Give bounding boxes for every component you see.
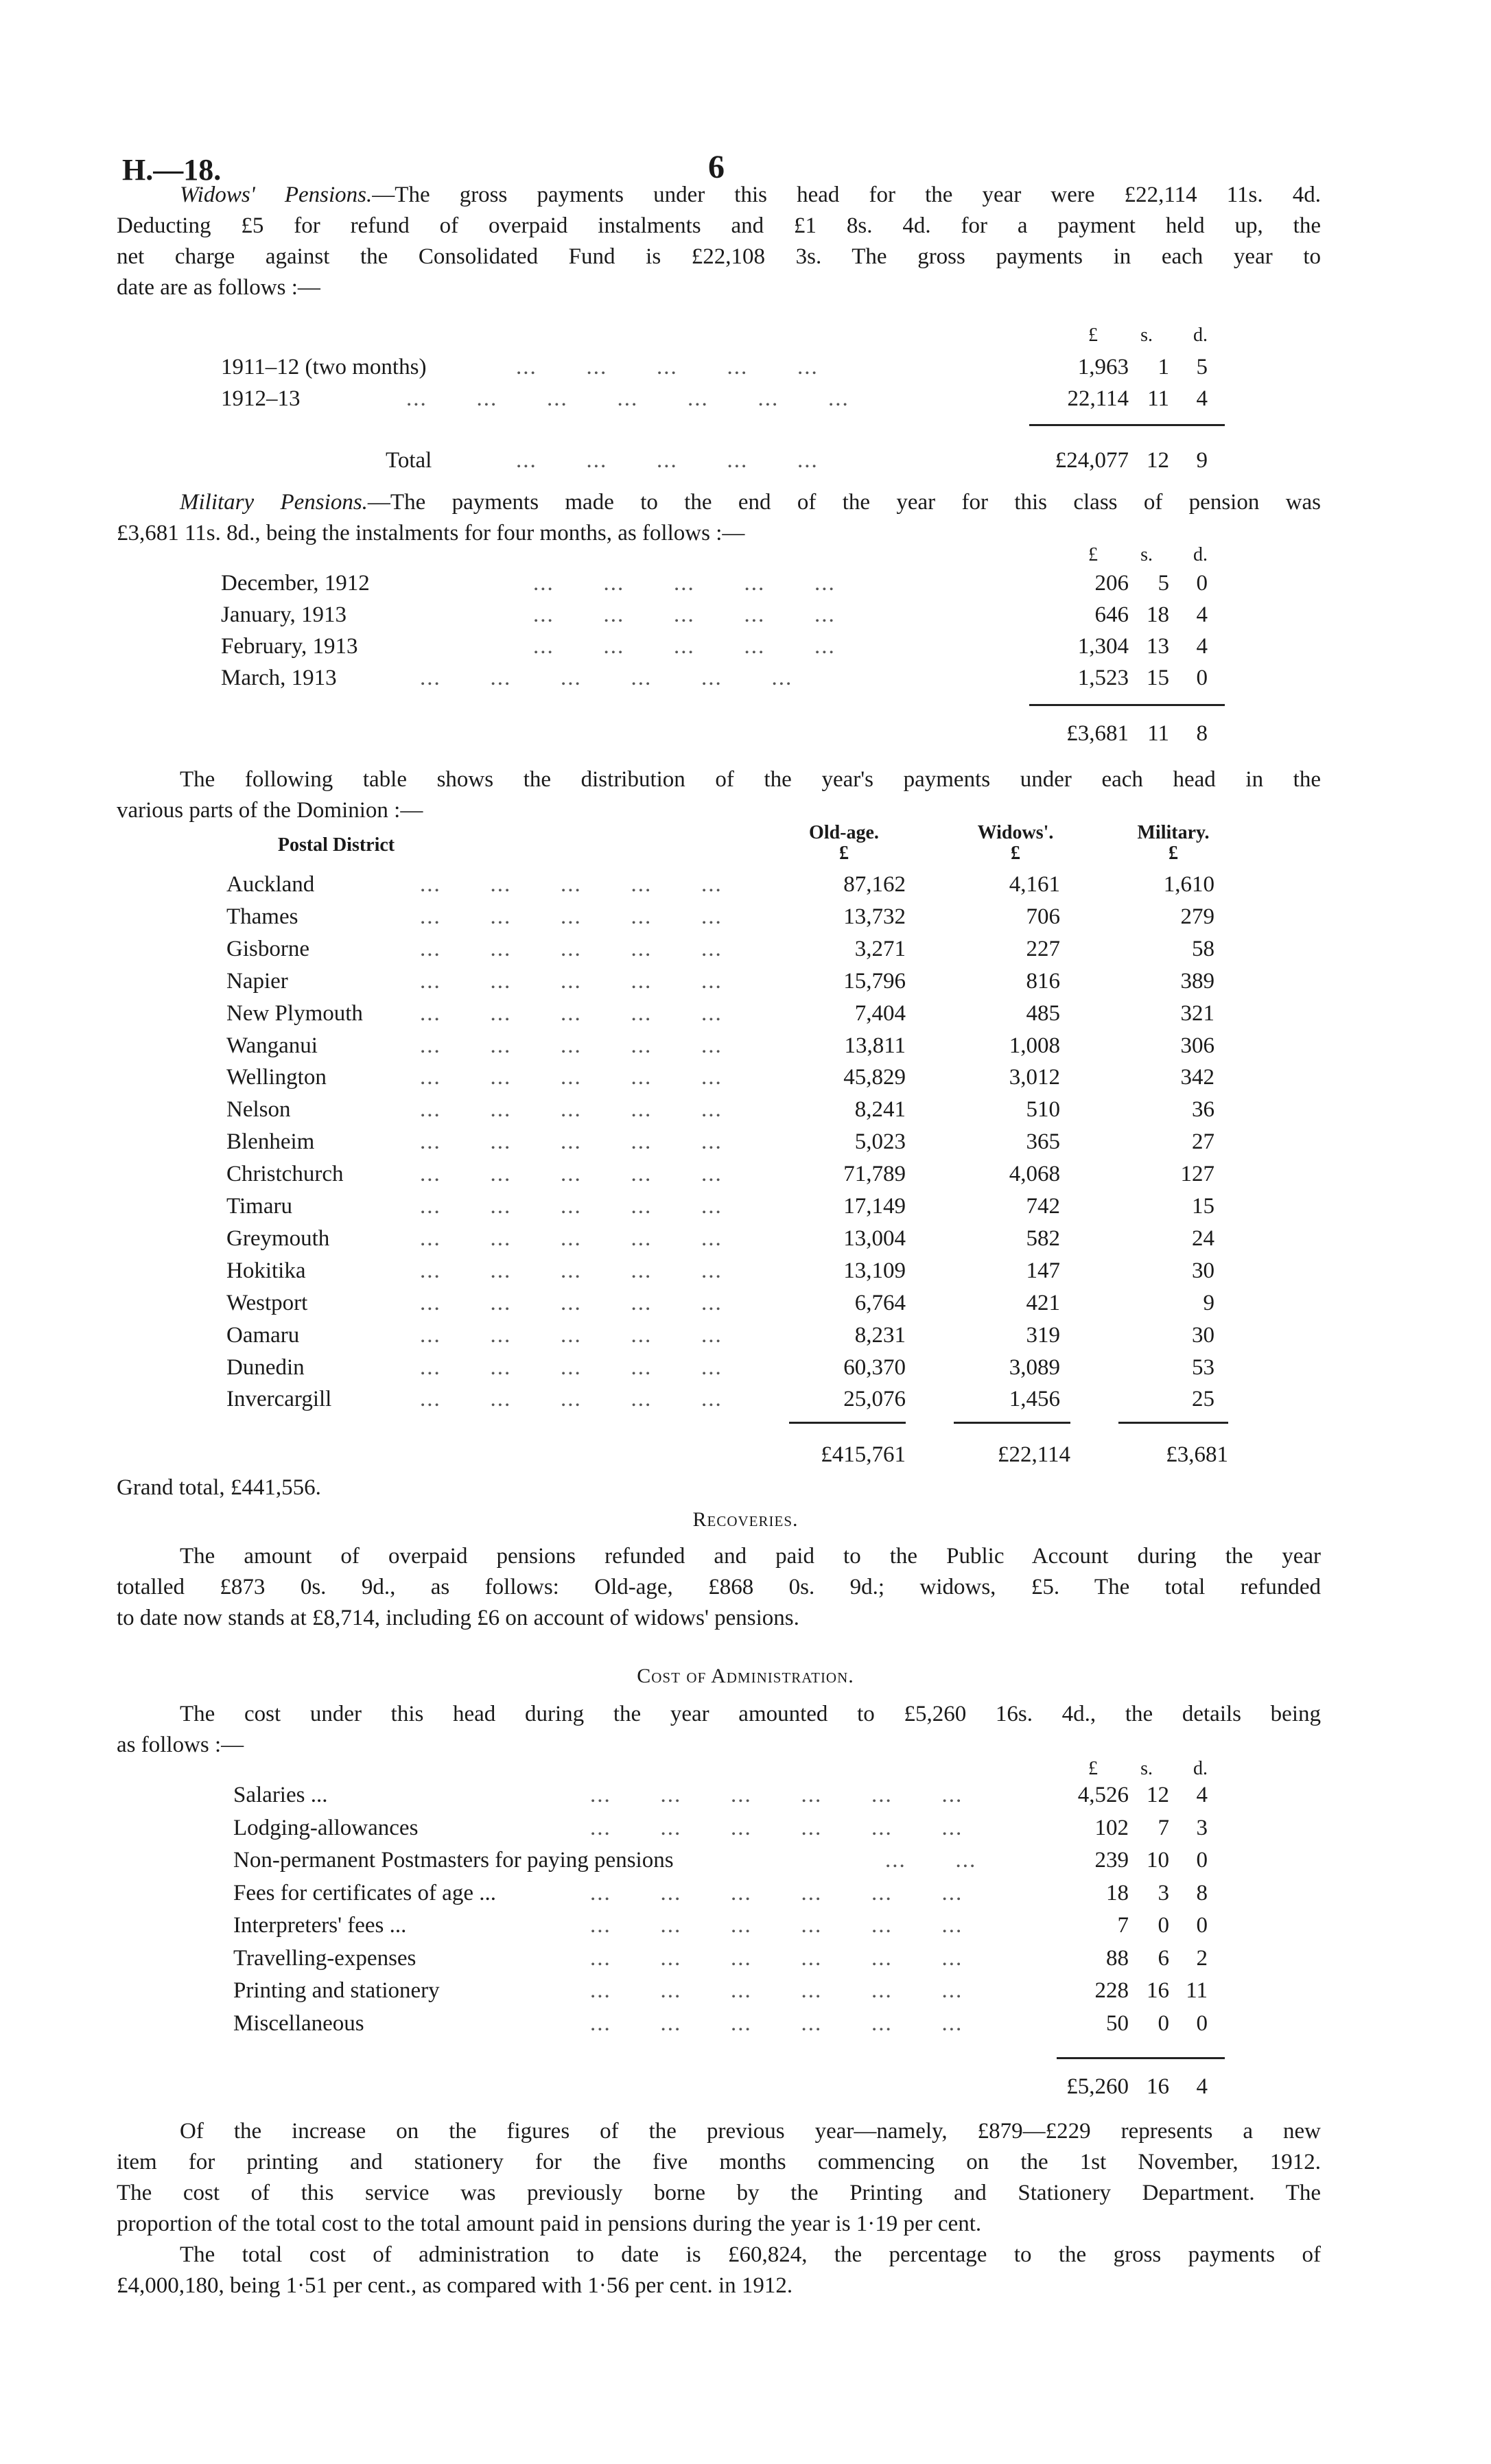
military-row: December, 1912 ... ... ... ... ... 206 5 0 xyxy=(221,571,1208,596)
widows-value: 706 xyxy=(1026,904,1060,929)
widows-value: 4,068 xyxy=(1009,1162,1060,1187)
widows-value: 485 xyxy=(1026,1000,1060,1026)
expense-shillings: 0 xyxy=(1158,2010,1169,2036)
military-line-2: £3,681 11s. 8d., being the instalments for four months, as follows :— xyxy=(117,521,745,545)
district-row: Blenheim ... ... ... ... ... 5,023 365 27 xyxy=(0,1126,1491,1158)
widows-value: 816 xyxy=(1026,968,1060,994)
old-age-unit: £ xyxy=(839,843,849,864)
military-value: 321 xyxy=(1180,1000,1214,1026)
expense-shillings: 7 xyxy=(1158,1815,1169,1840)
old-age-total-rule xyxy=(789,1422,906,1424)
distribution-totals-row: £415,761 £22,114 £3,681 xyxy=(821,1442,1228,1467)
closing-line-6: £4,000,180, being 1·51 per cent., as compared with 1·56 per cent. in 1912. xyxy=(117,2273,793,2298)
expense-pence: 3 xyxy=(1196,1815,1208,1840)
old-age-value: 13,732 xyxy=(843,904,906,929)
district-name: Timaru xyxy=(226,1194,292,1219)
widows-value: 510 xyxy=(1026,1097,1060,1123)
district-name: Wellington xyxy=(226,1065,327,1090)
expense-label: Salaries ... xyxy=(233,1783,328,1807)
widows-value: 742 xyxy=(1026,1194,1060,1219)
district-row: Invercargill ... ... ... ... ... 25,076 1,456 25 xyxy=(0,1383,1491,1415)
military-value: 306 xyxy=(1180,1033,1214,1058)
widows-value: 227 xyxy=(1026,936,1060,961)
widows-total-rule xyxy=(1029,424,1225,426)
military-value: 24 xyxy=(1192,1225,1214,1251)
expense-pounds: 7 xyxy=(1117,1913,1129,1938)
expense-pence: 4 xyxy=(1196,1783,1208,1807)
expense-shillings: 3 xyxy=(1158,1880,1169,1905)
district-row: Westport ... ... ... ... ... 6,764 421 9 xyxy=(0,1287,1491,1319)
grand-total: Grand total, £441,556. xyxy=(117,1475,321,1500)
district-row: Nelson ... ... ... ... ... 8,241 510 36 xyxy=(0,1094,1491,1125)
old-age-value: 6,764 xyxy=(854,1290,906,1315)
military-line-1: Military Pensions.—The payments made to the end of the year for this class of pension was xyxy=(180,490,1322,515)
widows-value: 3,012 xyxy=(1009,1065,1060,1090)
district-row: Thames ... ... ... ... ... 13,732 706 279 xyxy=(0,901,1491,932)
expense-row: Printing and stationery ... ... ... ... ... ... 228 16 11 xyxy=(233,1975,1263,2006)
expense-pence: 0 xyxy=(1196,1848,1208,1873)
widows-value: 3,089 xyxy=(1009,1354,1060,1380)
recoveries-line-1: The amount of overpaid pensions refunded and paid to the Public Account during the year xyxy=(180,1544,1321,1569)
military-total-row: £3,681 11 8 xyxy=(1066,721,1208,746)
district-row: Wellington ... ... ... ... ... 45,829 3,012 342 xyxy=(0,1061,1491,1093)
widows-value: 1,008 xyxy=(1009,1033,1060,1058)
expense-pounds: 88 xyxy=(1106,1945,1129,1971)
expense-pence: 11 xyxy=(1186,1978,1208,2003)
old-age-value: 25,076 xyxy=(843,1387,906,1412)
administration-line-1: The cost under this head during the year amounted to £5,260 16s. 4d., the details being xyxy=(180,1702,1321,1726)
military-value: 1,610 xyxy=(1163,872,1214,897)
old-age-value: 8,241 xyxy=(854,1097,906,1123)
district-name: Dunedin xyxy=(226,1354,305,1380)
expense-label: Travelling-expenses xyxy=(233,1945,416,1971)
military-value: 127 xyxy=(1180,1162,1214,1187)
expense-shillings: 10 xyxy=(1147,1848,1169,1873)
district-name: Blenheim xyxy=(226,1129,315,1155)
recoveries-line-3: to date now stands at £8,714, including £6 on account of widows' pensions. xyxy=(117,1606,799,1630)
expense-row: Non-permanent Postmasters for paying pensions ... ... 239 10 0 xyxy=(233,1844,1263,1876)
widows-total-row: Total ... ... ... ... ... £24,077 12 9 xyxy=(386,448,1208,473)
expense-label: Non-permanent Postmasters for paying pensions xyxy=(233,1848,674,1873)
distribution-paragraph xyxy=(117,764,1321,826)
military-total-rule xyxy=(1029,704,1225,706)
district-name: Oamaru xyxy=(226,1322,300,1348)
old-age-value: 71,789 xyxy=(843,1162,906,1187)
administration-total-row: £5,260 16 4 xyxy=(1066,2074,1208,2099)
administration-title: Cost of Administration. xyxy=(637,1665,854,1687)
expense-pence: 2 xyxy=(1196,1945,1208,1971)
expense-pounds: 239 xyxy=(1094,1848,1129,1873)
expense-row: Miscellaneous ... ... ... ... ... ... 50 0 0 xyxy=(233,2008,1263,2039)
military-unit: £ xyxy=(1169,843,1178,864)
administration-currency-header: £ s. d. xyxy=(1088,1758,1208,1779)
expense-row: Travelling-expenses ... ... ... ... ... ... 88 6 2 xyxy=(233,1943,1263,1974)
district-name: Westport xyxy=(226,1290,308,1315)
expense-pence: 8 xyxy=(1196,1880,1208,1905)
closing-line-5: The total cost of administration to date is £60,824, the percentage to the gross payments of xyxy=(180,2242,1321,2267)
district-name: Napier xyxy=(226,968,288,994)
military-value: 389 xyxy=(1180,968,1214,994)
expense-label: Interpreters' fees ... xyxy=(233,1913,407,1938)
old-age-value: 8,231 xyxy=(854,1322,906,1348)
district-row: Hokitika ... ... ... ... ... 13,109 147 30 xyxy=(0,1255,1491,1287)
expense-pounds: 50 xyxy=(1106,2010,1129,2036)
expense-pence: 0 xyxy=(1196,2010,1208,2036)
closing-line-2: item for printing and stationery for the five months commencing on the 1st November, 1912. xyxy=(117,2150,1321,2174)
recoveries-line-2: totalled £873 0s. 9d., as follows: Old-age, £868 0s. 9d.; widows, £5. The total refunded xyxy=(117,1575,1321,1599)
widows-total-rule-dist xyxy=(954,1422,1070,1424)
recoveries-title: Recoveries. xyxy=(692,1508,799,1531)
old-age-column-header: Old-age. xyxy=(809,822,879,843)
old-age-value: 15,796 xyxy=(843,968,906,994)
expense-shillings: 12 xyxy=(1147,1783,1169,1807)
district-name: Greymouth xyxy=(226,1225,330,1251)
widows-value: 582 xyxy=(1026,1225,1060,1251)
widows-value: 319 xyxy=(1026,1322,1060,1348)
military-currency-header: £ s. d. xyxy=(1088,544,1208,565)
district-name: Invercargill xyxy=(226,1387,332,1412)
military-row: March, 1913 ... ... ... ... ... ... 1,523 15 0 xyxy=(221,666,1208,690)
page-number: 6 xyxy=(708,149,725,185)
expense-pounds: 4,526 xyxy=(1077,1783,1129,1807)
district-column-header: Postal District xyxy=(277,834,395,856)
military-heading: Military Pensions. xyxy=(180,490,368,515)
distribution-line-1: The following table shows the distribution of the year's payments under each head in the xyxy=(180,767,1321,792)
expense-row: Lodging-allowances ... ... ... ... ... ... 102 7 3 xyxy=(233,1812,1263,1844)
district-name: Wanganui xyxy=(226,1033,318,1058)
district-row: Christchurch ... ... ... ... ... 71,789 4,068 127 xyxy=(0,1158,1491,1190)
military-value: 36 xyxy=(1192,1097,1214,1123)
district-row: Gisborne ... ... ... ... ... 3,271 227 58 xyxy=(0,933,1491,965)
expense-row: Salaries ... ... ... ... ... ... ... 4,526 12 4 xyxy=(233,1779,1263,1811)
military-value: 279 xyxy=(1180,904,1214,929)
expense-row: Fees for certificates of age ... ... ... ... ... ... ... 18 3 8 xyxy=(233,1877,1263,1909)
widows-line-4: date are as follows :— xyxy=(117,275,320,300)
widows-row: 1912–13 ... ... ... ... ... ... ... 22,114 11 4 xyxy=(221,386,1208,411)
military-value: 9 xyxy=(1203,1290,1214,1315)
district-name: Hokitika xyxy=(226,1258,306,1283)
administration-line-2: as follows :— xyxy=(117,1733,244,1757)
military-value: 30 xyxy=(1192,1322,1214,1348)
widows-row: 1911–12 (two months) ... ... ... ... ... 1,963 1 5 xyxy=(221,355,1208,379)
district-row: Auckland ... ... ... ... ... 87,162 4,161 1,610 xyxy=(0,869,1491,900)
district-row: Oamaru ... ... ... ... ... 8,231 319 30 xyxy=(0,1319,1491,1351)
expense-row: Interpreters' fees ... ... ... ... ... ... ... 7 0 0 xyxy=(233,1910,1263,1941)
old-age-value: 13,004 xyxy=(843,1225,906,1251)
district-name: Thames xyxy=(226,904,298,929)
district-name: Auckland xyxy=(226,872,315,897)
closing-line-1: Of the increase on the figures of the previous year—namely, £879—£229 represents a new xyxy=(180,2119,1321,2144)
military-value: 58 xyxy=(1192,936,1214,961)
widows-line-1: Widows' Pensions.—The gross payments under this head for the year were £22,114 11s. 4d. xyxy=(180,183,1322,207)
old-age-value: 5,023 xyxy=(854,1129,906,1155)
expense-pounds: 102 xyxy=(1094,1815,1129,1840)
district-name: Gisborne xyxy=(226,936,309,961)
military-value: 25 xyxy=(1192,1387,1214,1412)
widows-value: 365 xyxy=(1026,1129,1060,1155)
district-name: New Plymouth xyxy=(226,1000,363,1026)
closing-paragraph-1 xyxy=(117,2116,1321,2301)
widows-value: 147 xyxy=(1026,1258,1060,1283)
old-age-value: 87,162 xyxy=(843,872,906,897)
widows-heading: Widows' Pensions. xyxy=(180,183,373,207)
widows-line-2: Deducting £5 for refund of overpaid instalments and £1 8s. 4d. for a payment held up, the xyxy=(117,213,1321,238)
widows-value: 1,456 xyxy=(1009,1387,1060,1412)
district-name: Nelson xyxy=(226,1097,291,1123)
widows-currency-header: £ s. d. xyxy=(1088,325,1208,346)
expense-pounds: 228 xyxy=(1094,1978,1129,2003)
old-age-value: 17,149 xyxy=(843,1194,906,1219)
expense-label: Lodging-allowances xyxy=(233,1815,419,1840)
old-age-value: 7,404 xyxy=(854,1000,906,1026)
old-age-value: 13,109 xyxy=(843,1258,906,1283)
district-row: Timaru ... ... ... ... ... 17,149 742 15 xyxy=(0,1190,1491,1222)
closing-line-3: The cost of this service was previously borne by the Printing and Stationery Department. The xyxy=(117,2181,1321,2205)
expense-pounds: 18 xyxy=(1106,1880,1129,1905)
expense-label: Fees for certificates of age ... xyxy=(233,1880,496,1905)
military-value: 30 xyxy=(1192,1258,1214,1283)
district-row: Dunedin ... ... ... ... ... 60,370 3,089 53 xyxy=(0,1352,1491,1383)
administration-paragraph xyxy=(117,1699,1321,1761)
expense-label: Miscellaneous xyxy=(233,2010,364,2036)
military-row: February, 1913 ... ... ... ... ... 1,304 13 4 xyxy=(221,634,1208,659)
expense-shillings: 16 xyxy=(1147,1978,1169,2003)
district-row: Napier ... ... ... ... ... 15,796 816 389 xyxy=(0,965,1491,997)
expense-label: Printing and stationery xyxy=(233,1978,440,2003)
old-age-value: 13,811 xyxy=(844,1033,906,1058)
military-value: 342 xyxy=(1180,1065,1214,1090)
military-total-rule-dist xyxy=(1118,1422,1228,1424)
military-row: January, 1913 ... ... ... ... ... 646 18 4 xyxy=(221,602,1208,627)
widows-line-3: net charge against the Consolidated Fund is £22,108 3s. The gross payments in each year to xyxy=(117,244,1321,269)
report-code: H.—18. xyxy=(122,153,222,187)
expense-pence: 0 xyxy=(1196,1913,1208,1938)
expense-shillings: 0 xyxy=(1158,1913,1169,1938)
military-column-header: Military. xyxy=(1137,822,1210,843)
expense-shillings: 6 xyxy=(1158,1945,1169,1971)
military-value: 15 xyxy=(1192,1194,1214,1219)
widows-paragraph xyxy=(117,180,1321,303)
widows-unit: £ xyxy=(1011,843,1020,864)
district-name: Christchurch xyxy=(226,1162,344,1187)
recoveries-paragraph xyxy=(117,1541,1321,1634)
old-age-value: 60,370 xyxy=(843,1354,906,1380)
military-value: 27 xyxy=(1192,1129,1214,1155)
district-row: New Plymouth ... ... ... ... ... 7,404 485 321 xyxy=(0,998,1491,1029)
widows-column-header: Widows'. xyxy=(977,822,1054,843)
old-age-value: 3,271 xyxy=(854,936,906,961)
widows-value: 4,161 xyxy=(1009,872,1060,897)
military-value: 53 xyxy=(1192,1354,1214,1380)
old-age-value: 45,829 xyxy=(843,1065,906,1090)
district-row: Wanganui ... ... ... ... ... 13,811 1,008 306 xyxy=(0,1030,1491,1061)
district-row: Greymouth ... ... ... ... ... 13,004 582 24 xyxy=(0,1223,1491,1254)
distribution-line-2: various parts of the Dominion :— xyxy=(117,798,423,823)
administration-total-rule xyxy=(1057,2057,1225,2059)
closing-line-4: proportion of the total cost to the total amount paid in pensions during the year is 1·19 per cent. xyxy=(117,2211,982,2236)
widows-value: 421 xyxy=(1026,1290,1060,1315)
